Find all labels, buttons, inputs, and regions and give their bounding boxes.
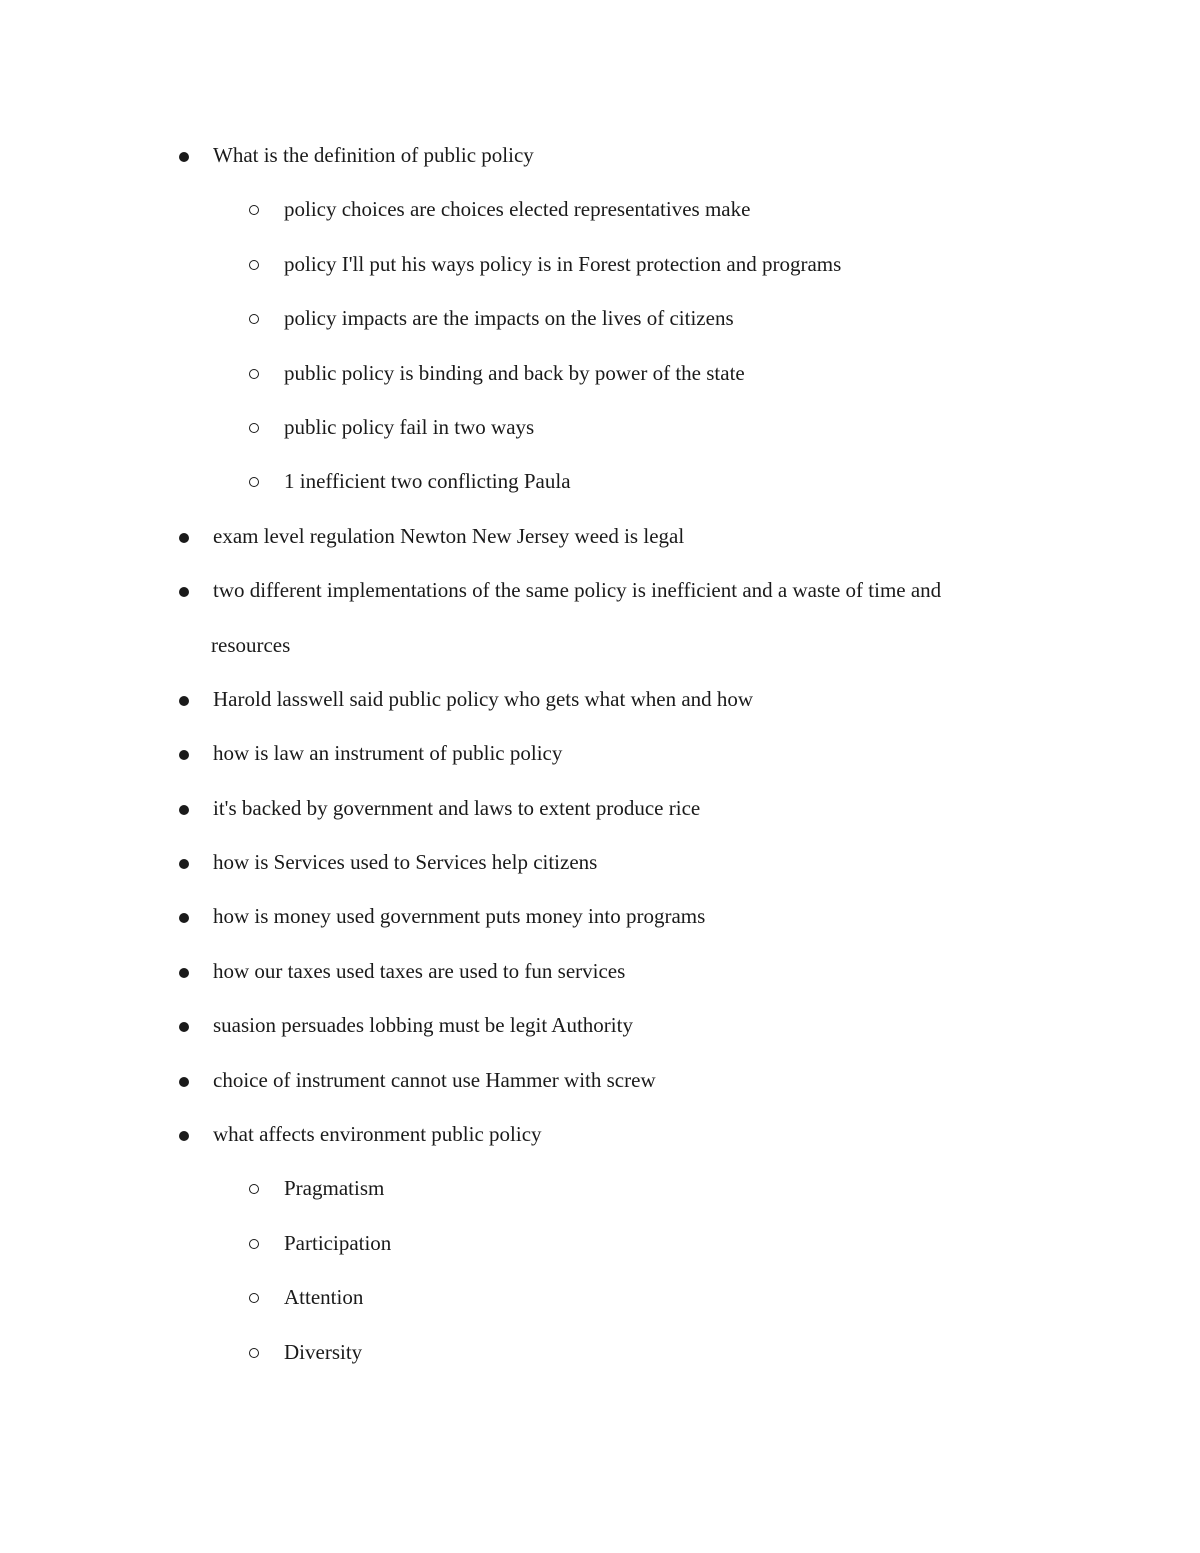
list-item-text: how is law an instrument of public policy xyxy=(213,741,563,766)
sub-list-item xyxy=(0,291,1200,345)
sub-list-item xyxy=(0,1270,1200,1324)
sub-list-item-text: Pragmatism xyxy=(284,1176,385,1201)
sub-list-item xyxy=(0,1216,1200,1270)
list-item xyxy=(0,128,1200,182)
hollow-circle-icon xyxy=(249,260,259,270)
filled-circle-icon xyxy=(179,859,189,869)
list-item xyxy=(0,672,1200,726)
sub-list-item xyxy=(0,237,1200,291)
list-item-text: how is Services used to Services help citizens xyxy=(213,850,598,875)
filled-circle-icon xyxy=(179,1131,189,1141)
list-item-text: what affects environment public policy xyxy=(213,1122,542,1147)
hollow-circle-icon xyxy=(249,369,259,379)
list-item-continuation-text: resources xyxy=(211,632,291,657)
sub-list-item xyxy=(0,182,1200,236)
hollow-circle-icon xyxy=(249,477,259,487)
hollow-circle-icon xyxy=(249,423,259,433)
list-item-text: choice of instrument cannot use Hammer with screw xyxy=(213,1067,656,1092)
hollow-circle-icon xyxy=(249,314,259,324)
sub-list-item xyxy=(0,1161,1200,1215)
filled-circle-icon xyxy=(179,968,189,978)
sub-list-item-text: public policy fail in two ways xyxy=(284,414,535,439)
list-item xyxy=(0,944,1200,998)
list-item-text: how is money used government puts money into programs xyxy=(213,904,706,929)
hollow-circle-icon xyxy=(249,1184,259,1194)
list-item xyxy=(0,781,1200,835)
list-item-text: What is the definition of public policy xyxy=(213,143,534,167)
list-item xyxy=(0,1053,1200,1107)
sub-list-item-text: policy impacts are the impacts on the lives of citizens xyxy=(284,306,734,331)
sub-list-item xyxy=(0,1325,1200,1379)
sub-list-item-text: Diversity xyxy=(284,1339,363,1364)
filled-circle-icon xyxy=(179,587,189,597)
hollow-circle-icon xyxy=(249,1348,259,1358)
list-item xyxy=(0,509,1200,563)
filled-circle-icon xyxy=(179,152,189,162)
sub-list-item-text: policy choices are choices elected representatives make xyxy=(284,197,751,222)
list-item-text: Harold lasswell said public policy who gets what when and how xyxy=(213,686,754,711)
list-item-text: suasion persuades lobbing must be legit Authority xyxy=(213,1013,633,1038)
filled-circle-icon xyxy=(179,750,189,760)
hollow-circle-icon xyxy=(249,1293,259,1303)
sub-list-item xyxy=(0,400,1200,454)
filled-circle-icon xyxy=(179,913,189,923)
list-item xyxy=(0,1107,1200,1161)
sub-list-item-text: 1 inefficient two conflicting Paula xyxy=(284,469,571,494)
filled-circle-icon xyxy=(179,805,189,815)
sub-list-item-text: Attention xyxy=(284,1285,364,1310)
filled-circle-icon xyxy=(179,533,189,543)
filled-circle-icon xyxy=(179,1077,189,1087)
list-item-text: it's backed by government and laws to extent produce rice xyxy=(213,795,701,820)
list-item xyxy=(0,835,1200,889)
filled-circle-icon xyxy=(179,1022,189,1032)
list-item xyxy=(0,726,1200,780)
hollow-circle-icon xyxy=(249,1239,259,1249)
list-item-text: how our taxes used taxes are used to fun services xyxy=(213,958,626,983)
hollow-circle-icon xyxy=(249,205,259,215)
list-item-text: two different implementations of the same policy is inefficient and a waste of time and xyxy=(213,578,942,603)
sub-list-item-text: public policy is binding and back by power of the state xyxy=(284,360,745,385)
list-item xyxy=(0,889,1200,943)
list-item-text: exam level regulation Newton New Jersey weed is legal xyxy=(213,523,685,548)
sub-list-item-text: policy I'll put his ways policy is in Forest protection and programs xyxy=(284,251,842,276)
sub-list-item-text: Participation xyxy=(284,1230,392,1255)
list-item xyxy=(0,998,1200,1052)
list-item xyxy=(0,563,1200,617)
filled-circle-icon xyxy=(179,696,189,706)
bulleted-notes xyxy=(0,128,1200,1379)
sub-list-item xyxy=(0,454,1200,508)
list-item-continuation xyxy=(0,618,1200,672)
sub-list-item xyxy=(0,346,1200,400)
